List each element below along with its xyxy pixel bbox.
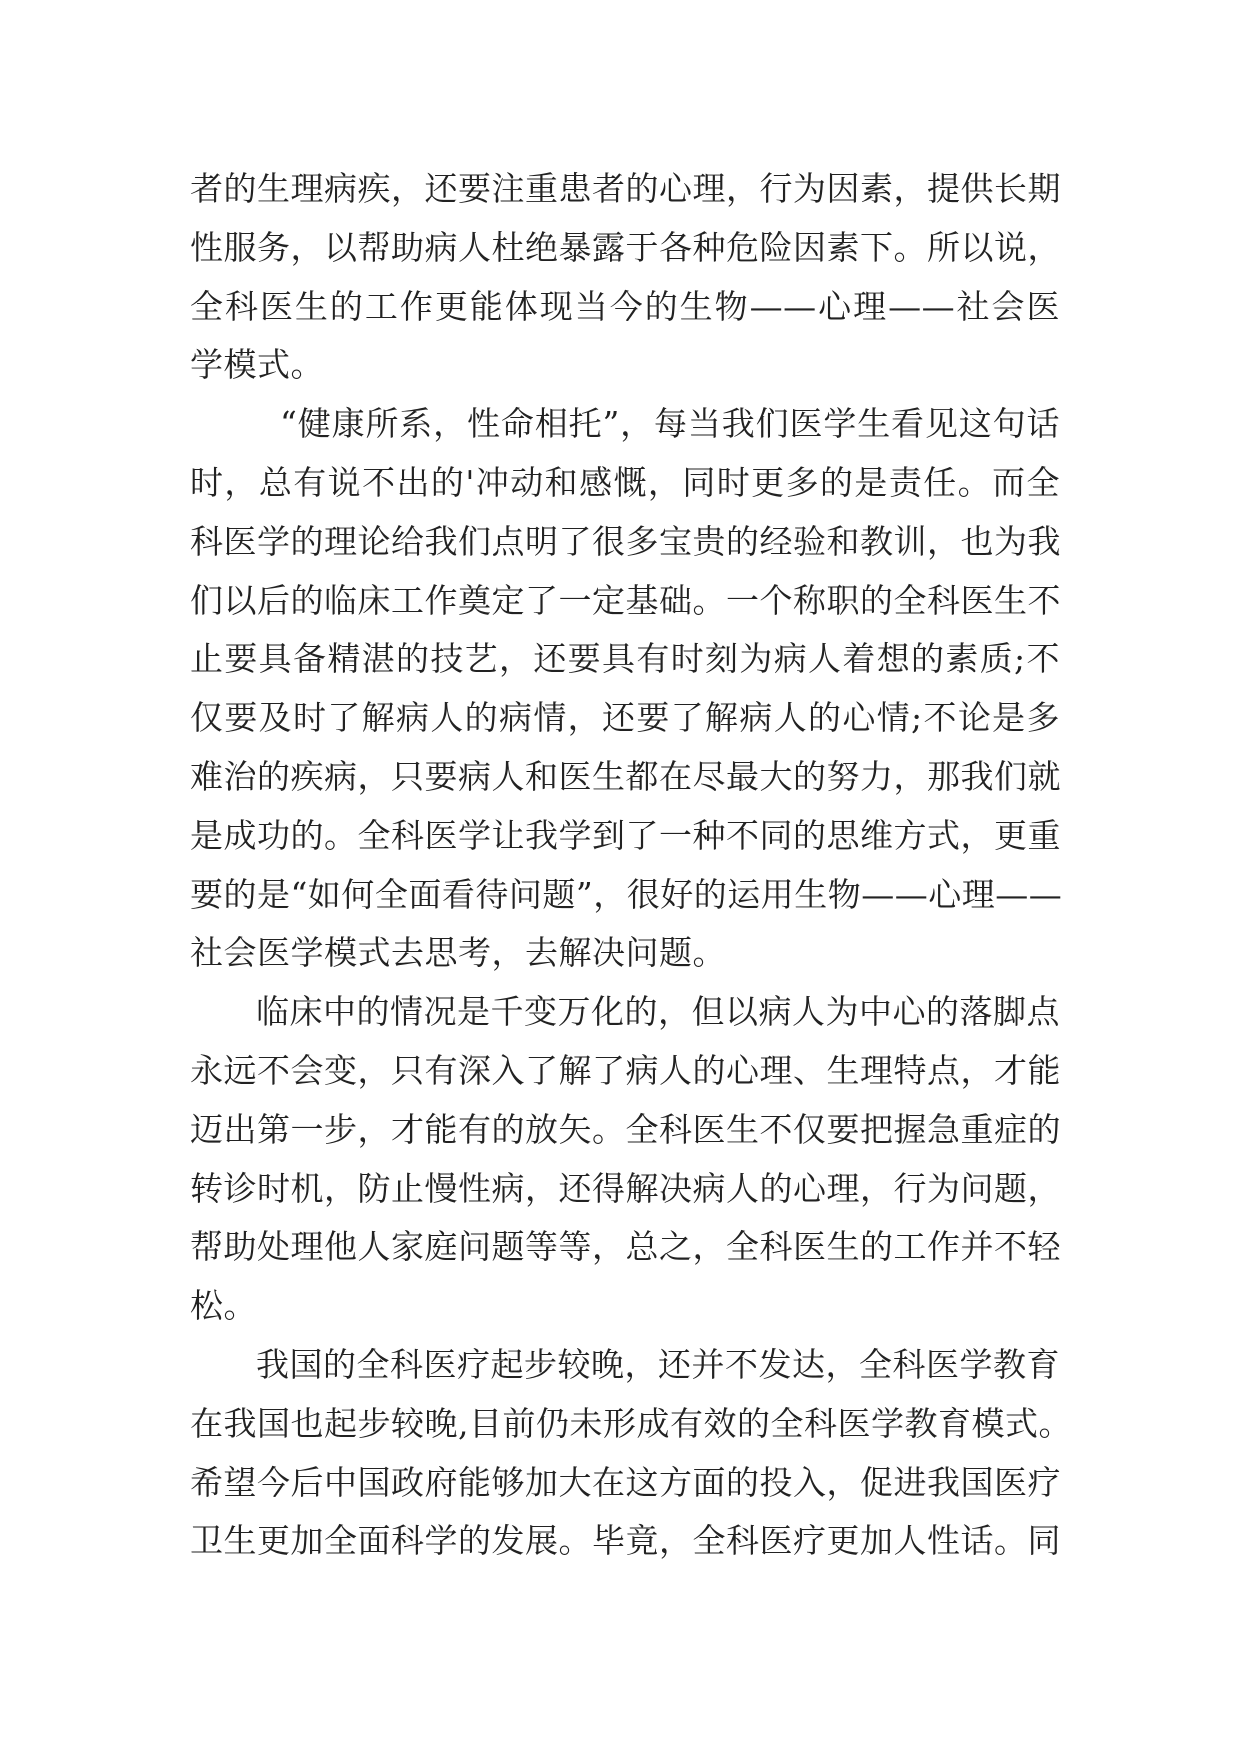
paragraph-line: 松。 (190, 1286, 257, 1326)
document-body (190, 160, 1072, 1571)
paragraph-line: 学模式。 (190, 345, 324, 385)
paragraph-line: 社会医学模式去思考，去解决问题。 (190, 933, 726, 973)
paragraph-line: 们以后的临床工作奠定了一定基础。一个称职的全科医生不 (190, 580, 1061, 620)
paragraph-line: 科医学的理论给我们点明了很多宝贵的经验和教训，也为我 (190, 521, 1061, 561)
paragraph-line: 临床中的情况是千变万化的，但以病人为中心的落脚点 (256, 992, 1060, 1032)
paragraph-line: 时，总有说不出的'冲动和感慨，同时更多的是责任。而全 (190, 462, 1060, 502)
paragraph-line: 者的生理病疾，还要注重患者的心理，行为因素，提供长期 (190, 169, 1061, 208)
paragraph-line: 难治的疾病，只要病人和医生都在尽最大的努力，那我们就 (190, 756, 1061, 796)
paragraph-line: 止要具备精湛的技艺，还要具有时刻为病人着想的素质;不 (190, 639, 1060, 679)
paragraph-line: 在我国也起步较晚,目前仍未形成有效的全科医学教育模式。 (190, 1403, 1072, 1443)
paragraph-line: 转诊时机，防止慢性病，还得解决病人的心理，行为问题， (190, 1168, 1061, 1208)
paragraph-line: 永远不会变，只有深入了解了病人的心理、生理特点，才能 (190, 1050, 1061, 1090)
paragraph-line: 卫生更加全面科学的发展。毕竟，全科医疗更加人性话。同 (190, 1521, 1061, 1561)
paragraph-line: 帮助处理他人家庭问题等等，总之，全科医生的工作并不轻 (190, 1227, 1061, 1267)
paragraph-line: “健康所系，性命相托”，每当我们医学生看见这句话 (280, 404, 1060, 444)
paragraph-line: 希望今后中国政府能够加大在这方面的投入，促进我国医疗 (190, 1462, 1061, 1502)
paragraph-line: 是成功的。全科医学让我学到了一种不同的思维方式，更重 (190, 815, 1061, 855)
paragraph-line: 要的是“如何全面看待问题”，很好的运用生物——心理—— (190, 874, 1063, 914)
paragraph-line: 迈出第一步，才能有的放矢。全科医生不仅要把握急重症的 (190, 1109, 1061, 1149)
paragraph-line: 仅要及时了解病人的病情，还要了解病人的心情;不论是多 (190, 698, 1060, 738)
paragraph-line: 全科医生的工作更能体现当今的生物——心理——社会医 (190, 286, 1060, 326)
paragraph-line: 我国的全科医疗起步较晚，还并不发达，全科医学教育 (256, 1344, 1060, 1384)
paragraph-line: 性服务，以帮助病人杜绝暴露于各种危险因素下。所以说， (190, 227, 1061, 267)
